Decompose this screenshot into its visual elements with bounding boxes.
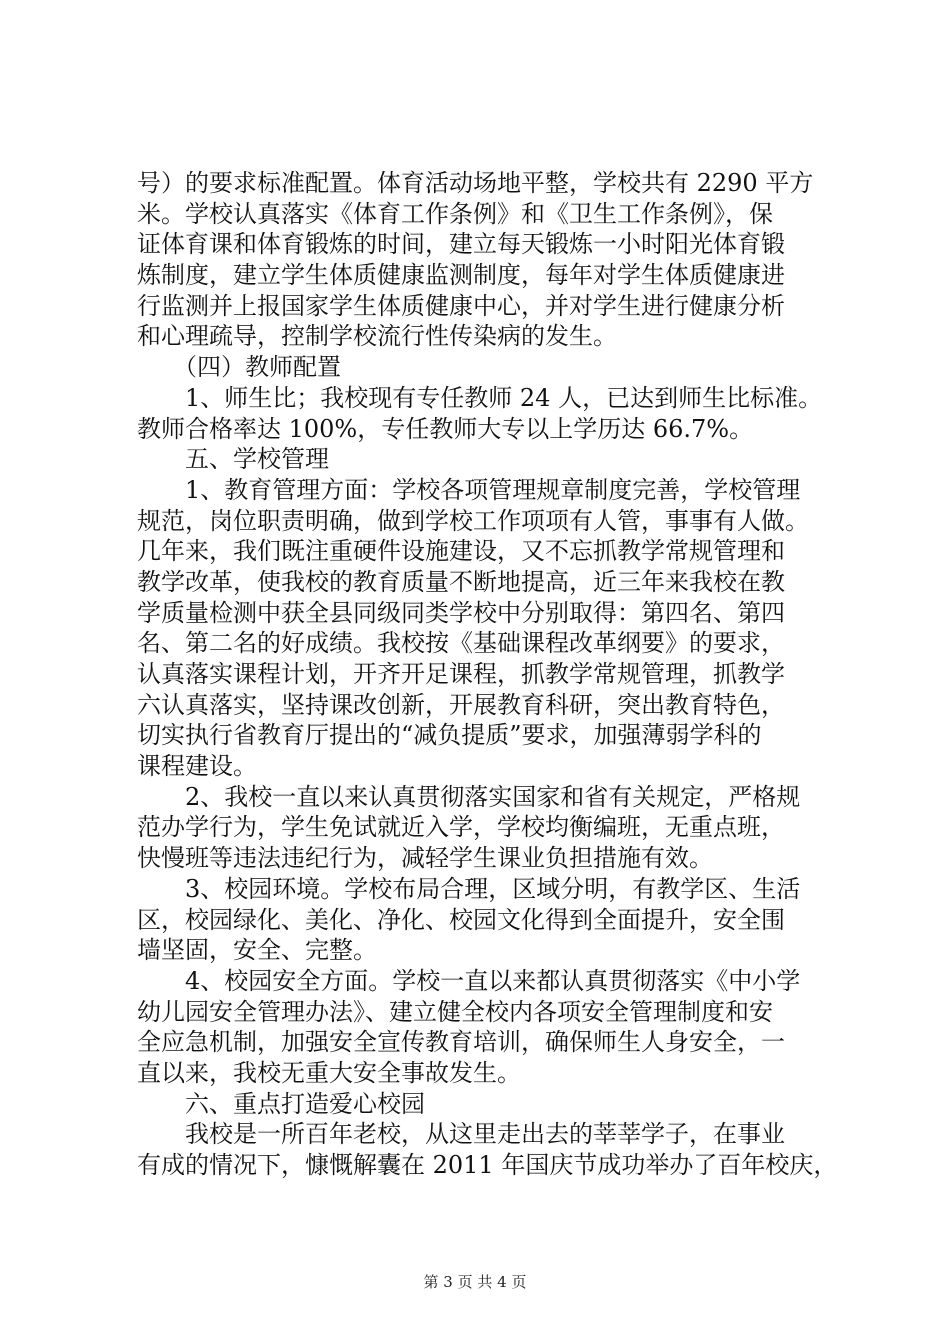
text-line: 区，校园绿化、美化、净化、校园文化得到全面提升，安全围	[137, 905, 785, 934]
text-line: 行监测并上报国家学生体质健康中心，并对学生进行健康分析	[137, 291, 785, 320]
text-line: 幼儿园安全管理办法》、建立健全校内各项安全管理制度和安	[137, 997, 773, 1026]
text-line: 名、第二名的好成绩。我校按《基础课程改革纲要》的要求，	[137, 629, 785, 658]
text-line: 3、校园环境。学校布局合理，区域分明，有教学区、生活	[137, 874, 801, 903]
document-body	[137, 168, 838, 1181]
text-line: 全应急机制，加强安全宣传教育培训，确保师生人身安全，一	[137, 1028, 785, 1057]
text-line: 六认真落实，坚持课改创新，开展教育科研，突出教育特色，	[137, 690, 785, 719]
text-line: 直以来，我校无重大安全事故发生。	[137, 1058, 521, 1087]
text-line: 和心理疏导，控制学校流行性传染病的发生。	[137, 322, 617, 351]
text-line: 2、我校一直以来认真贯彻落实国家和省有关规定，严格规	[137, 782, 801, 811]
text-line: 墙坚固，安全、完整。	[137, 936, 377, 965]
text-line: 快慢班等违法违纪行为，减轻学生课业负担措施有效。	[137, 844, 713, 873]
text-line: 切实执行省教育厅提出的“减负提质”要求，加强薄弱学科的	[137, 721, 762, 750]
text-line: 课程建设。	[137, 752, 257, 781]
text-line: 教学改革，使我校的教育质量不断地提高，近三年来我校在教	[137, 567, 785, 596]
text-line: 1、教育管理方面：学校各项管理规章制度完善，学校管理	[137, 475, 801, 504]
text-line: 4、校园安全方面。学校一直以来都认真贯彻落实《中小学	[137, 966, 801, 995]
text-line: 有成的情况下，慷慨解囊在 2011 年国庆节成功举办了百年校庆，	[137, 1151, 838, 1179]
text-line: 米。学校认真落实《体育工作条例》和《卫生工作条例》，保	[137, 199, 773, 228]
text-line: 号）的要求标准配置。体育活动场地平整，学校共有 2290 平方	[137, 169, 814, 197]
section-heading: 五、学校管理	[137, 445, 329, 474]
text-line: 1、师生比；我校现有专任教师 24 人，已达到师生比标准。	[137, 383, 823, 412]
text-line: 我校是一所百年老校，从这里走出去的莘莘学子，在事业	[137, 1120, 785, 1149]
text-line: 规范，岗位职责明确，做到学校工作项项有人管，事事有人做。	[137, 506, 809, 535]
section-heading: （四）教师配置	[137, 353, 341, 382]
text-line: 炼制度，建立学生体质健康监测制度，每年对学生体质健康进	[137, 261, 785, 290]
text-line: 几年来，我们既注重硬件设施建设，又不忘抓教学常规管理和	[137, 537, 785, 566]
page-footer: 第 3 页 共 4 页	[423, 1273, 527, 1291]
text-line: 学质量检测中获全县同级同类学校中分别取得：第四名、第四	[137, 598, 785, 627]
text-line: 教师合格率达 100%，专任教师大专以上学历达 66.7%。	[137, 414, 754, 443]
text-line: 范办学行为，学生免试就近入学，学校均衡编班，无重点班，	[137, 813, 785, 842]
text-line: 认真落实课程计划，开齐开足课程，抓教学常规管理，抓教学	[137, 660, 785, 688]
section-heading: 六、重点打造爱心校园	[137, 1089, 425, 1118]
text-line: 证体育课和体育锻炼的时间，建立每天锻炼一小时阳光体育锻	[137, 230, 785, 259]
